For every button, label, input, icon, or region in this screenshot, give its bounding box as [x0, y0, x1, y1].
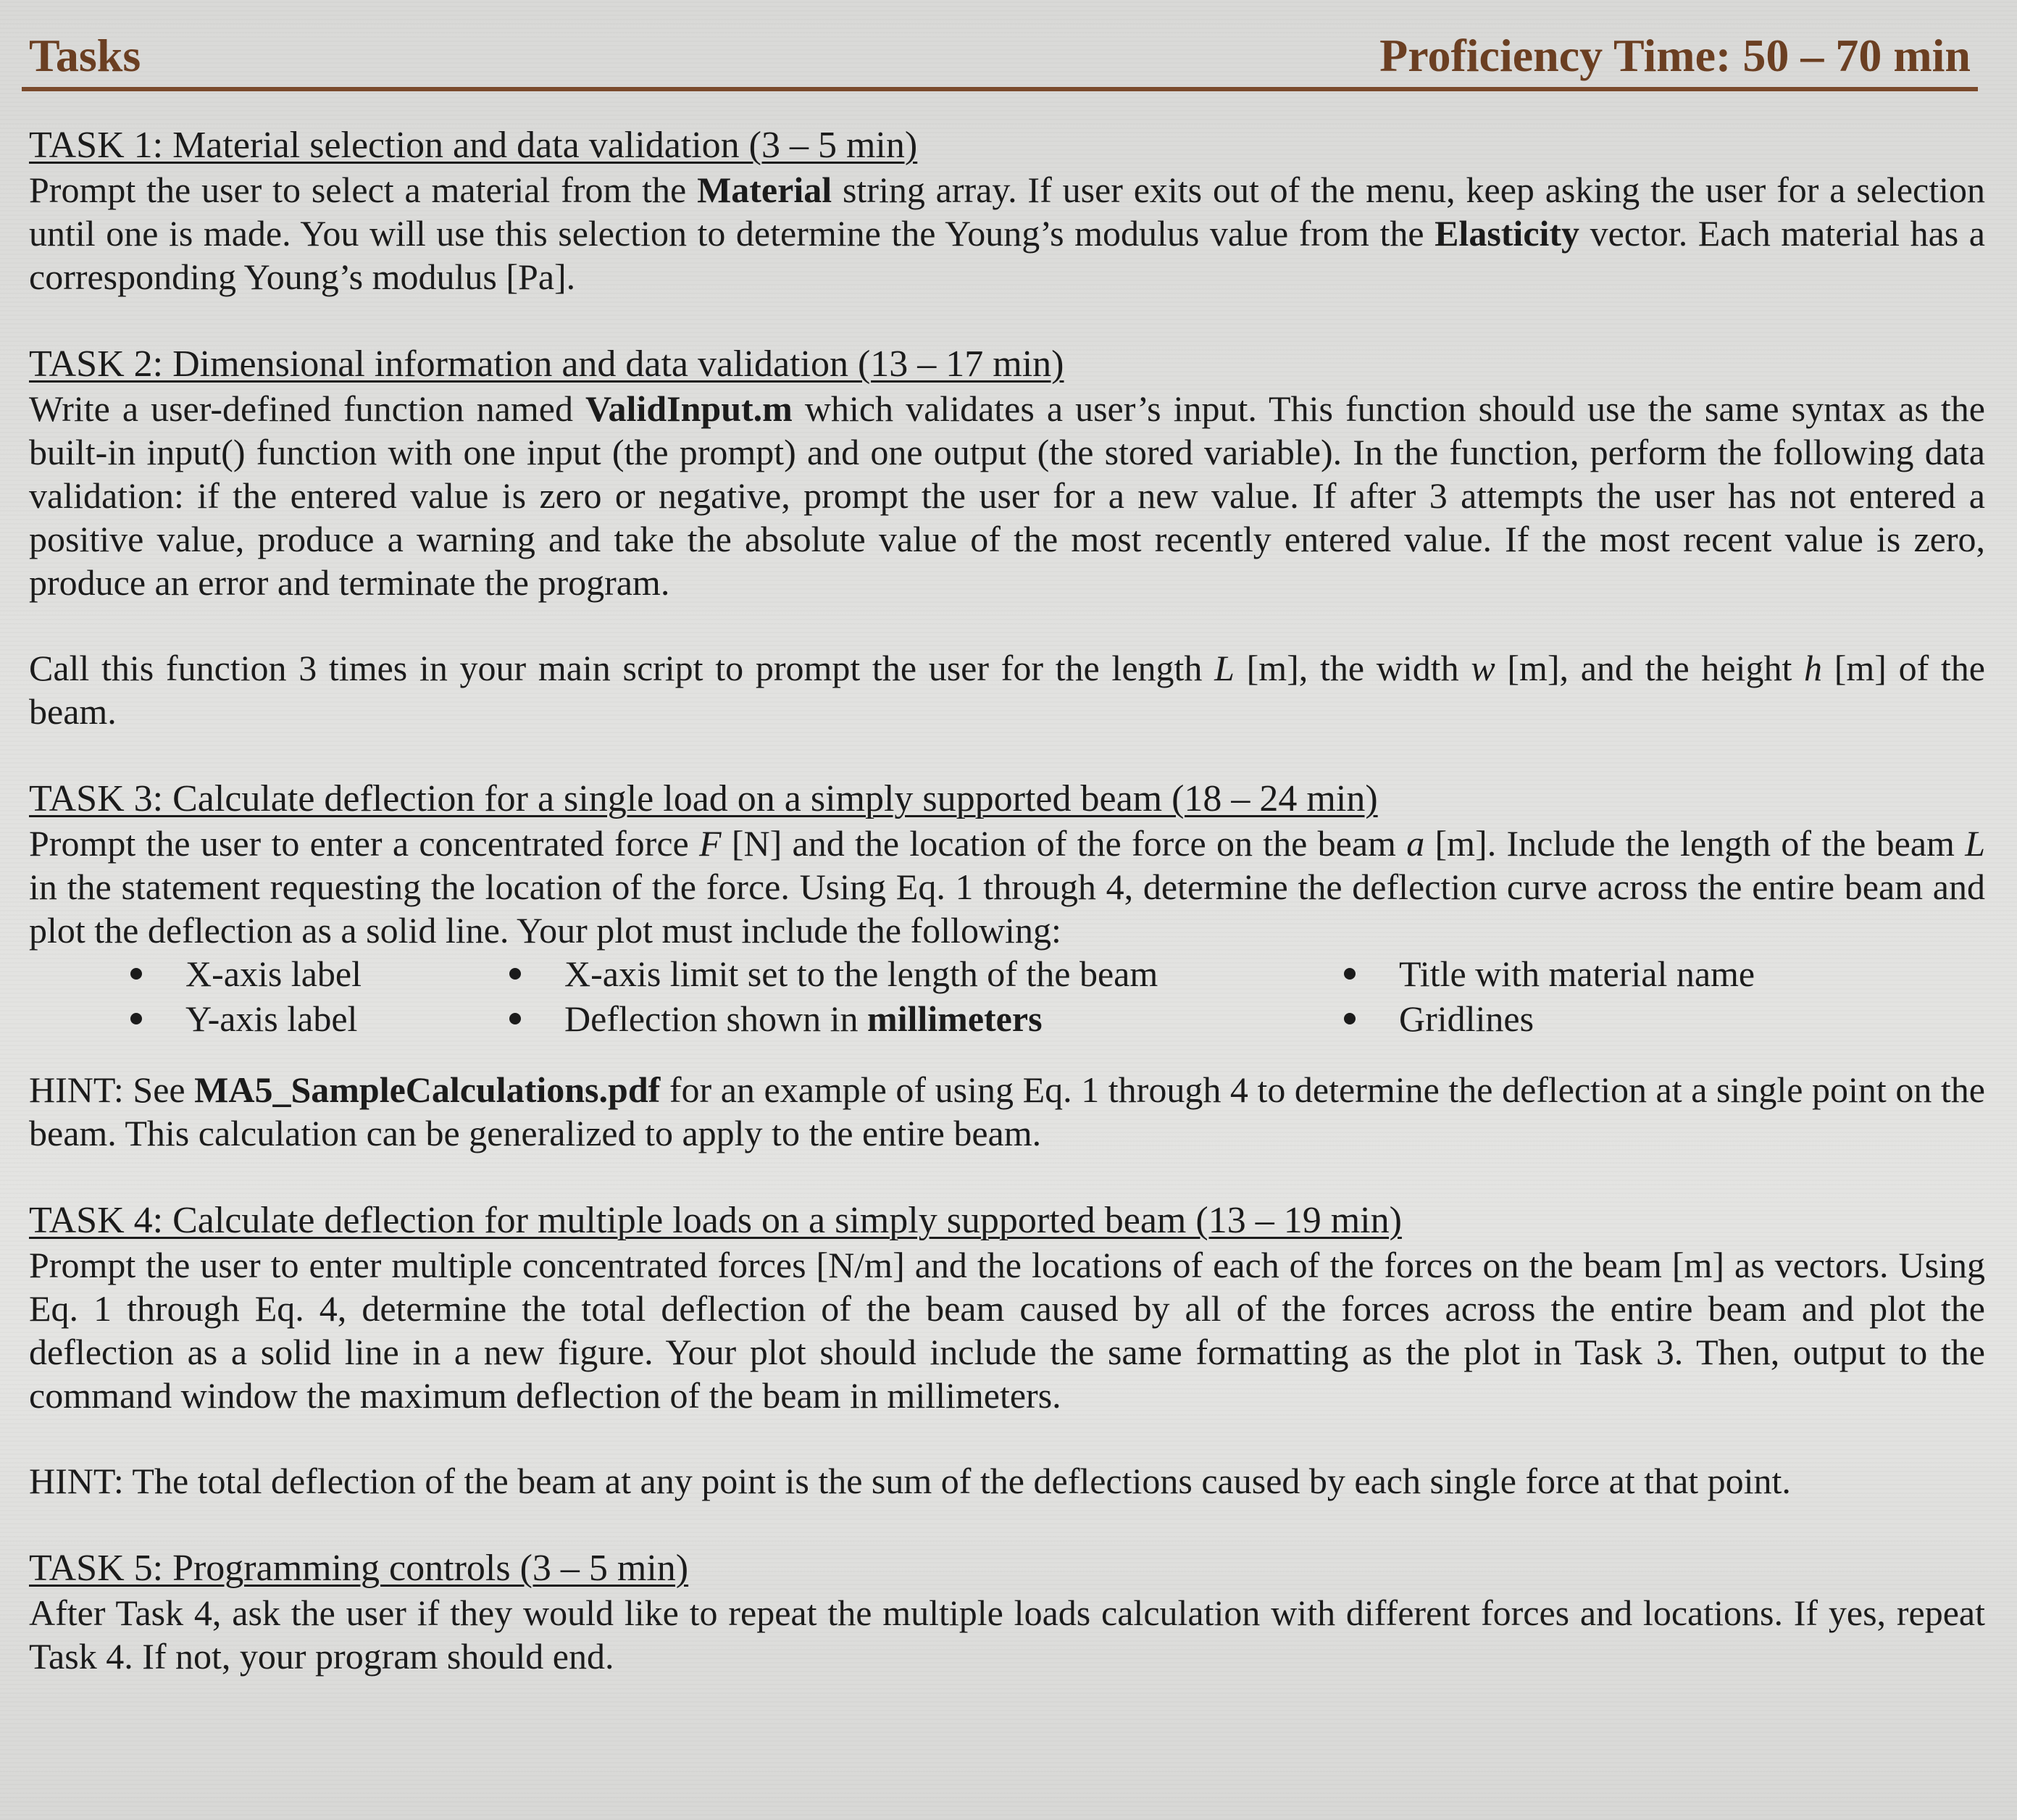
bullet-icon [130, 1013, 142, 1024]
task-4-heading: TASK 4: Calculate deflection for multiple loads on a simply supported beam (13 – 19 min) [29, 1200, 1402, 1241]
task-2-body [29, 387, 1985, 604]
list-item [130, 997, 357, 1040]
task-4-body: Prompt the user to enter multiple concentrated forces [N/m] and the locations of each of the forces on the beam [m] as vectors. Using Eq. 1 through Eq. 4, determine the total deflection of the beam caused by all of the forces across the entire beam and plot the deflection as a solid line in a new figure. Your plot should include the same formatting as the plot in Task 3. Then, output to the command window the maximum deflection of the beam in millimeters. [29, 1245, 1985, 1416]
plot-requirements-list [29, 952, 1985, 1046]
task-3-hint [29, 1068, 1985, 1155]
millimeters-term: millimeters [866, 998, 1043, 1039]
task-2-text-b: which validates a user’s input. This function should use the same syntax as the built-in input() function with one input (the prompt) and one output (the stored variable). In the function, perform the following data validation: if the entered value is zero or negative, prompt the user for a new value. If after 3 attempts the user has not entered a positive value, produce a warning and take the absolute value of the most recently entered value. If the most recent value is zero, produce an error and terminate the program. [29, 388, 1986, 603]
header-bar [22, 22, 1978, 91]
list-item [1344, 952, 1755, 995]
var-width: w [1471, 648, 1495, 688]
list-item-label: Gridlines [1399, 998, 1534, 1039]
task-3-body [29, 822, 1985, 952]
validinput-term: ValidInput.m [585, 388, 793, 429]
task-1-body [29, 168, 1985, 299]
sample-calculations-file: MA5_SampleCalculations.pdf [194, 1069, 661, 1110]
list-item-label: Y-axis label [185, 998, 358, 1039]
header-title: Tasks [29, 30, 141, 81]
bullet-icon [1344, 1013, 1356, 1024]
list-item [130, 952, 362, 995]
task-3-text-d: in the statement requesting the location of the force. Using Eq. 1 through 4, determine the deflection curve across the entire beam and plot the deflection as a solid line. Your plot must include the following: [29, 867, 1985, 951]
task-3-heading: TASK 3: Calculate deflection for a single load on a simply supported beam (18 – 24 min) [29, 778, 1378, 819]
hint-text-b: for an example of using Eq. 1 through 4 to determine the deflection at a single point on the beam. This calculation can be generalized to apply to the entire beam. [29, 1069, 1985, 1153]
list-item-label: Deflection shown in [564, 998, 867, 1039]
task-5-heading: TASK 5: Programming controls (3 – 5 min) [29, 1548, 689, 1589]
task-2-call-b: [m], the width [1234, 648, 1471, 688]
task-2-call-a: Call this function 3 times in your main script to prompt the user for the length [29, 648, 1215, 688]
task-3-text-a: Prompt the user to enter a concentrated force [29, 823, 699, 864]
task-1-text-c: vector. Each material has a corresponding Young’s modulus [Pa]. [29, 213, 1985, 297]
task-3-text-c: [m]. Include the length of the beam [1424, 823, 1966, 864]
list-item-label: X-axis limit set to the length of the beam [564, 953, 1158, 994]
bullet-icon [509, 1013, 521, 1024]
task-2-text-a: Write a user-defined function named [29, 388, 586, 429]
hint-text-a: HINT: See [29, 1069, 195, 1110]
task-1-text-b: string array. If user exits out of the menu, keep asking the user for a selection until one is made. You will use this selection to determine the Young’s modulus value from the [29, 170, 1985, 254]
task-2-heading: TASK 2: Dimensional information and data validation (13 – 17 min) [29, 343, 1064, 385]
task-5-body: After Task 4, ask the user if they would like to repeat the multiple loads calculation with different forces and locations. If yes, repeat Task 4. If not, your program should end. [29, 1592, 1985, 1677]
elasticity-term: Elasticity [1435, 213, 1580, 254]
task-2-call-paragraph [29, 646, 1985, 733]
var-height: h [1804, 648, 1823, 688]
list-item-label: X-axis label [185, 953, 362, 994]
list-item [1344, 997, 1534, 1040]
task-content [29, 123, 1985, 1678]
list-item-label: Title with material name [1399, 953, 1755, 994]
task-2-call-c: [m], and the height [1495, 648, 1805, 688]
material-term: Material [697, 170, 832, 210]
task-4-hint: HINT: The total deflection of the beam at any point is the sum of the deflections caused by each single force at that point. [29, 1461, 1791, 1501]
var-beam-length: L [1965, 823, 1985, 864]
bullet-icon [130, 968, 142, 980]
var-location: a [1406, 823, 1425, 864]
task-3-text-b: [N] and the location of the force on the beam [721, 823, 1407, 864]
task-1-heading: TASK 1: Material selection and data validation (3 – 5 min) [29, 125, 918, 166]
bullet-icon [1344, 968, 1356, 980]
task-1-text-a: Prompt the user to select a material from the [29, 170, 698, 210]
list-item [509, 952, 1158, 995]
bullet-icon [509, 968, 521, 980]
task-2-call-d: [m] of the beam. [29, 648, 1986, 732]
proficiency-time: Proficiency Time: 50 – 70 min [1379, 30, 1971, 81]
list-item [509, 997, 1043, 1040]
var-length: L [1214, 648, 1235, 688]
var-force: F [699, 823, 722, 864]
